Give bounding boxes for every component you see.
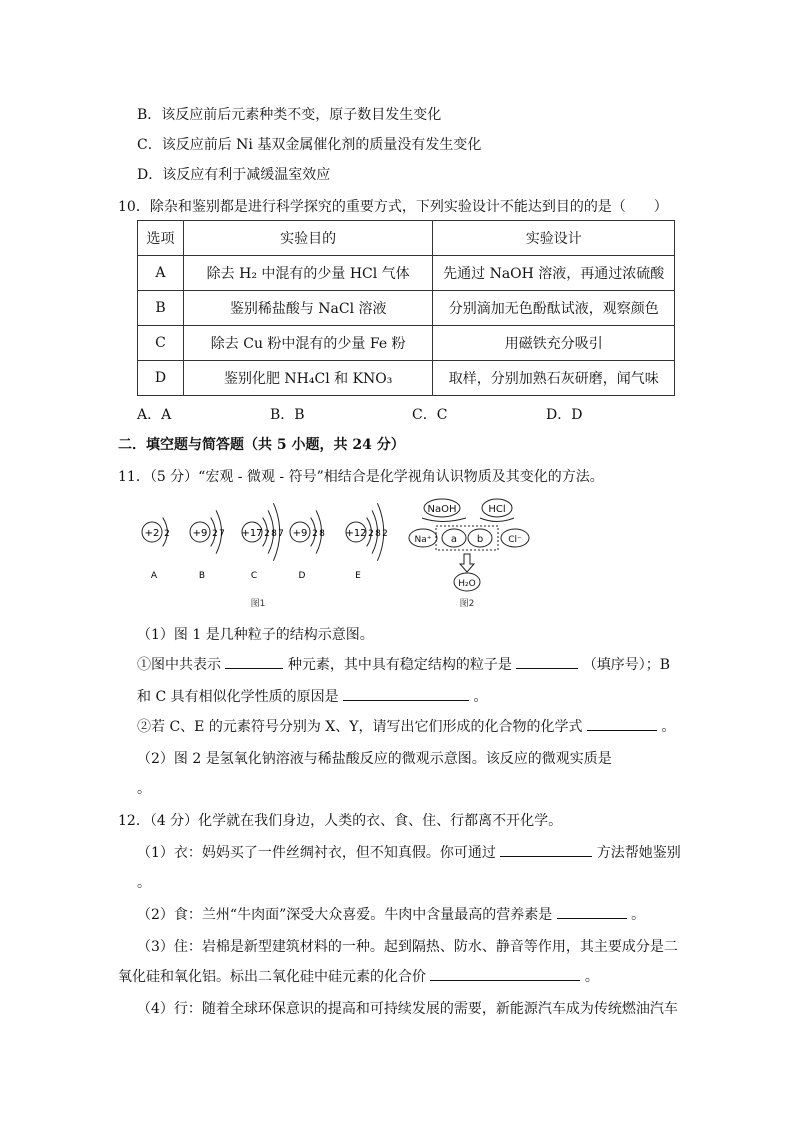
text: 和 C 具有相似化学性质的原因是 <box>137 689 339 705</box>
q9-option-c: C．该反应前后 Ni 基双金属催化剂的质量没有发生变化 <box>137 137 482 153</box>
q9-option-b: B．该反应前后元素种类不变，原子数目发生变化 <box>137 107 442 123</box>
table-header-cell: 选项 <box>138 221 184 256</box>
hcl-label: HCl <box>488 504 506 515</box>
nucleus-charge: +9 <box>192 528 208 539</box>
particle-diagram <box>241 503 283 581</box>
q11-part2-end: 。 <box>137 781 151 797</box>
particle-label: A <box>150 571 158 581</box>
q12-line3b <box>118 966 599 986</box>
text: ①图中共表示 <box>137 657 221 673</box>
text: 。 <box>584 969 599 985</box>
text: 。 <box>661 719 676 735</box>
particle-label: E <box>355 571 361 581</box>
table-row <box>138 361 675 396</box>
option-d: D．D <box>546 407 583 423</box>
q11-stem: 11．（5 分）“宏观 - 微观 - 符号”相结合是化学视角认识物质及其变化的方法。 <box>118 469 604 485</box>
text: 。 <box>473 689 488 705</box>
particle-diagram <box>190 510 225 581</box>
q11-part2: （2）图 2 是氢氧化钠溶液与稀盐酸反应的微观示意图。该反应的微观实质是 <box>137 751 612 767</box>
q12-line4: （4）行：随着全球环保意识的提高和可持续发展的需要，新能源汽车成为传统燃油汽车 <box>137 1001 678 1017</box>
table-row <box>138 256 675 291</box>
shell-electron-count: 2 <box>164 529 170 539</box>
table-header-cell: 实验设计 <box>433 221 675 256</box>
answer-blank[interactable] <box>225 654 283 669</box>
na-ion-label: Na⁺ <box>414 535 432 545</box>
table-cell: A <box>138 256 184 291</box>
particle-diagram <box>142 518 170 581</box>
q10-stem: 10．除杂和鉴别都是进行科学探究的重要方式，下列实验设计不能达到目的的是（ ） <box>118 199 668 215</box>
shell-electron-count: 2 <box>382 529 388 539</box>
table-cell: 除去 Cu 粉中混有的少量 Fe 粉 <box>183 326 433 361</box>
table-cell: 鉴别化肥 NH₄Cl 和 KNO₃ <box>183 361 433 396</box>
q12-stem: 12．（4 分）化学就在我们身边，人类的衣、食、住、行都离不开化学。 <box>118 813 563 829</box>
table-cell: 鉴别稀盐酸与 NaCl 溶液 <box>183 291 433 326</box>
particle-a-label: a <box>450 534 458 545</box>
q12-line2 <box>137 904 645 924</box>
text: 氧化硅和氧化铝。标出二氧化硅中硅元素的化合价 <box>118 969 426 985</box>
table-row <box>138 291 675 326</box>
shell-electron-count: 2 <box>368 529 374 539</box>
nucleus-charge: +9 <box>292 528 308 539</box>
particle-label: B <box>198 571 206 581</box>
shell-electron-count: 8 <box>375 529 381 539</box>
option-a: A．A <box>137 407 172 423</box>
text: 种元素，其中具有稳定结构的粒子是 <box>287 657 512 673</box>
answer-blank[interactable] <box>587 716 657 731</box>
water-label: H₂O <box>458 579 476 589</box>
table-header-row <box>138 221 675 256</box>
figure-1 <box>142 503 388 581</box>
table-cell: 分别滴加无色酚酞试液，观察颜色 <box>433 291 675 326</box>
option-b: B．B <box>270 407 305 423</box>
answer-blank[interactable] <box>430 966 580 981</box>
q11-part1a-line <box>137 654 670 674</box>
particle-label: C <box>250 571 258 581</box>
table-cell: 用磁铁充分吸引 <box>433 326 675 361</box>
q12-line3: （3）住：岩棉是新型建筑材料的一种。起到隔热、防水、静音等作用，其主要成分是二 <box>137 939 678 955</box>
q10-table <box>137 220 675 396</box>
table-cell: C <box>138 326 184 361</box>
figure-1-caption: 图1 <box>250 599 266 609</box>
text: （填序号）；B <box>582 657 671 673</box>
naoh-label: NaOH <box>427 504 457 515</box>
nucleus-charge: +12 <box>345 528 367 539</box>
table-row <box>138 326 675 361</box>
text: （2）食：兰州“牛肉面”深受大众喜爱。牛肉中含量最高的营养素是 <box>137 907 553 923</box>
shell-electron-count: 2 <box>212 529 218 539</box>
q11-part1: （1）图 1 是几种粒子的结构示意图。 <box>137 627 374 643</box>
particle-diagram <box>345 503 387 581</box>
particle-b-label: b <box>476 534 484 545</box>
text: 。 <box>631 907 646 923</box>
shell-electron-count: 7 <box>278 529 284 539</box>
nucleus-charge: +17 <box>241 528 263 539</box>
q11-part1c-line <box>137 716 675 736</box>
answer-blank[interactable] <box>343 686 469 701</box>
shell-electron-count: 8 <box>319 529 325 539</box>
shell-electron-count: 2 <box>264 529 270 539</box>
text: （1）衣：妈妈买了一件丝绸衬衣，但不知真假。你可通过 <box>137 845 496 861</box>
q11-figures <box>130 498 550 608</box>
shell-electron-count: 7 <box>219 529 225 539</box>
text: ②若 C、E 的元素符号分别为 X、Y，请写出它们形成的化合物的化学式 <box>137 719 583 735</box>
nucleus-charge: +2 <box>144 528 160 539</box>
shell-electron-count: 2 <box>312 529 318 539</box>
table-cell: 先通过 NaOH 溶液，再通过浓硫酸 <box>433 256 675 291</box>
answer-blank[interactable] <box>500 842 592 857</box>
q12-line1-end: 。 <box>137 875 151 891</box>
particle-diagram <box>290 510 325 581</box>
q12-line1 <box>137 842 681 862</box>
q9-option-d: D．该反应有利于减缓温室效应 <box>137 167 331 183</box>
option-c: C．C <box>412 407 448 423</box>
table-header-cell: 实验目的 <box>183 221 433 256</box>
particle-label: D <box>298 571 306 581</box>
table-cell: B <box>138 291 184 326</box>
q11-part1b-line <box>137 686 488 706</box>
cl-ion-label: Cl⁻ <box>508 535 522 545</box>
table-cell: D <box>138 361 184 396</box>
figure-2-caption: 图2 <box>459 599 475 609</box>
text: 方法帮她鉴别 <box>596 845 681 861</box>
figure-2 <box>409 499 529 609</box>
table-cell: 取样，分别加熟石灰研磨，闻气味 <box>433 361 675 396</box>
answer-blank[interactable] <box>516 654 578 669</box>
answer-blank[interactable] <box>557 904 627 919</box>
section-heading: 二．填空题与简答题（共 5 小题，共 24 分） <box>118 437 405 453</box>
table-cell: 除去 H₂ 中混有的少量 HCl 气体 <box>183 256 433 291</box>
shell-electron-count: 8 <box>271 529 277 539</box>
